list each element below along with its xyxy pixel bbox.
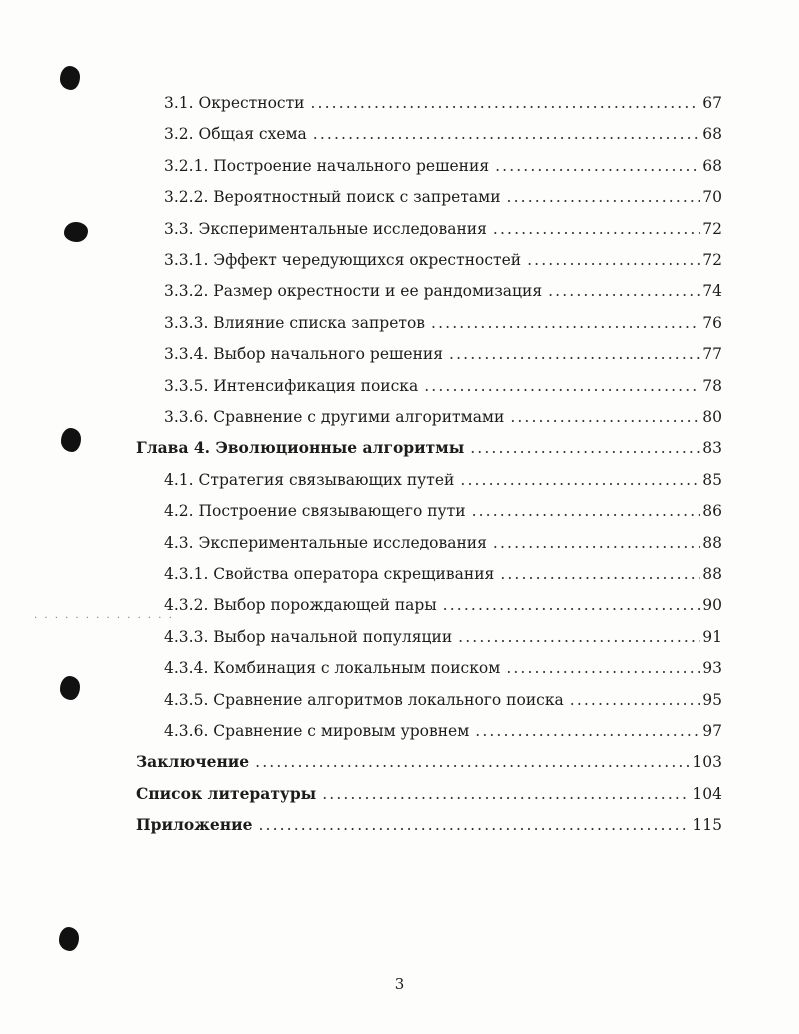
toc-entry-page: 74: [702, 282, 722, 301]
toc-entry-page: 85: [702, 470, 722, 489]
toc-entry-title: 4.3.5. Сравнение алгоритмов локального поиска: [164, 690, 564, 709]
toc-entry-title: 3.1. Окрестности: [164, 94, 305, 112]
toc-entry-page: 90: [702, 596, 722, 615]
toc-entry: [136, 436, 722, 460]
toc-entry-title: 4.3.4. Комбинация с локальным поиском: [164, 659, 501, 678]
toc-entry-title: 4.3. Экспериментальные исследования: [164, 533, 487, 552]
toc-entry-page: 76: [702, 313, 722, 332]
toc-entry-title: 3.3.4. Выбор начального решения: [164, 345, 444, 364]
toc-entry: [164, 625, 722, 649]
punch-hole-mark: [61, 428, 81, 452]
toc-entry-page: 88: [702, 565, 722, 583]
toc-dot-leader: [475, 719, 700, 743]
toc-entry-page: 91: [702, 627, 722, 646]
punch-hole-mark: [60, 676, 80, 700]
toc-entry: [164, 468, 722, 492]
toc-dot-leader: [506, 656, 700, 680]
toc-dot-leader: [443, 593, 701, 617]
toc-entry: [164, 688, 722, 712]
punch-hole-mark: [59, 927, 79, 951]
toc-entry: [136, 782, 722, 806]
toc-entry-title: 4.2. Построение связывающего пути: [164, 502, 466, 521]
toc-entry-page: 72: [702, 219, 722, 238]
punch-hole-mark: [60, 66, 80, 90]
toc-dot-leader: [510, 405, 700, 429]
toc-entry: [164, 562, 722, 586]
toc-entry-page: 86: [702, 502, 722, 521]
toc-entry: [164, 342, 722, 366]
toc-entry: [164, 248, 722, 272]
toc-entry: [164, 719, 722, 743]
toc-entry: [164, 656, 722, 680]
toc-entry-title: 3.3. Экспериментальные исследования: [164, 219, 487, 238]
toc-entry: [164, 311, 722, 335]
toc-entry-title: 4.3.3. Выбор начальной популяции: [164, 627, 453, 646]
toc-entry-page: 77: [702, 345, 722, 364]
toc-entry-title: 3.3.1. Эффект чередующихся окрестностей: [164, 251, 522, 269]
toc-entry-page: 97: [702, 722, 722, 740]
toc-entry-title: 3.3.3. Влияние списка запретов: [164, 313, 426, 332]
toc-entry-page: 115: [692, 816, 722, 835]
scan-artifact-dots: . . . . . . . . . . . . . .: [34, 610, 174, 621]
toc-entry-title: Глава 4. Эволюционные алгоритмы: [136, 438, 465, 458]
toc-entry-page: 104: [692, 784, 722, 803]
toc-entry-title: Заключение: [136, 752, 250, 772]
toc-dot-leader: [507, 185, 701, 209]
toc-dot-leader: [458, 625, 700, 649]
toc-dot-leader: [500, 562, 700, 586]
toc-entry: [164, 499, 722, 523]
toc-entry-page: 70: [702, 188, 722, 207]
toc-dot-leader: [255, 750, 690, 774]
toc-dot-leader: [258, 813, 690, 837]
toc-dot-leader: [424, 374, 700, 398]
toc-dot-leader: [548, 279, 700, 303]
toc-entry: [164, 185, 722, 209]
toc-entry-page: 72: [702, 251, 722, 269]
toc-dot-leader: [431, 311, 700, 335]
toc-entry-title: 3.2.2. Вероятностный поиск с запретами: [164, 188, 501, 207]
toc-dot-leader: [313, 122, 700, 146]
toc-entry-page: 95: [702, 690, 722, 709]
toc-entry: [164, 374, 722, 398]
toc-entry: [164, 531, 722, 555]
toc-dot-leader: [472, 499, 701, 523]
toc-entry-page: 93: [702, 659, 722, 678]
toc-entry: [164, 593, 722, 617]
toc-entry-page: 67: [702, 94, 722, 112]
toc-entry-page: 103: [692, 753, 722, 772]
toc-entry-title: 4.3.6. Сравнение с мировым уровнем: [164, 722, 470, 740]
toc-entry: [164, 405, 722, 429]
toc-dot-leader: [527, 248, 700, 272]
toc-dot-leader: [311, 91, 701, 115]
toc-dot-leader: [449, 342, 700, 366]
toc-entry-title: Приложение: [136, 815, 253, 835]
page-number: 3: [394, 975, 405, 993]
toc-entry-page: 88: [702, 533, 722, 552]
toc-dot-leader: [493, 531, 700, 555]
toc-entry-title: 4.1. Стратегия связывающих путей: [164, 470, 455, 489]
toc-dot-leader: [495, 154, 700, 178]
toc-entry-page: 68: [702, 125, 722, 144]
toc-entry-title: 3.3.2. Размер окрестности и ее рандомизация: [164, 282, 543, 301]
toc-entry: [164, 217, 722, 241]
punch-hole-mark: [64, 222, 88, 242]
toc-entry-title: 3.2.1. Построение начального решения: [164, 156, 490, 175]
toc-entry-title: 3.2. Общая схема: [164, 125, 307, 144]
toc-entry: [136, 750, 722, 774]
toc-entry: [164, 279, 722, 303]
toc-dot-leader: [322, 782, 690, 806]
toc-entry: [164, 91, 722, 115]
toc-entry: [164, 122, 722, 146]
toc-entry-title: 4.3.2. Выбор порождающей пары: [164, 596, 437, 615]
toc-dot-leader: [493, 217, 700, 241]
toc-entry-page: 83: [702, 439, 722, 458]
toc-entry-title: 3.3.5. Интенсификация поиска: [164, 376, 419, 395]
toc-dot-leader: [460, 468, 700, 492]
toc-dot-leader: [470, 436, 700, 460]
toc-entry-title: 3.3.6. Сравнение с другими алгоритмами: [164, 408, 505, 426]
toc-entry-page: 68: [702, 156, 722, 175]
toc-dot-leader: [570, 688, 701, 712]
toc-entry-page: 80: [702, 408, 722, 426]
toc-entry-title: Список литературы: [136, 783, 317, 803]
toc-entry: [164, 154, 722, 178]
toc-entry: [136, 813, 722, 837]
toc-entry-page: 78: [702, 376, 722, 395]
toc-entry-title: 4.3.1. Свойства оператора скрещивания: [164, 565, 495, 583]
